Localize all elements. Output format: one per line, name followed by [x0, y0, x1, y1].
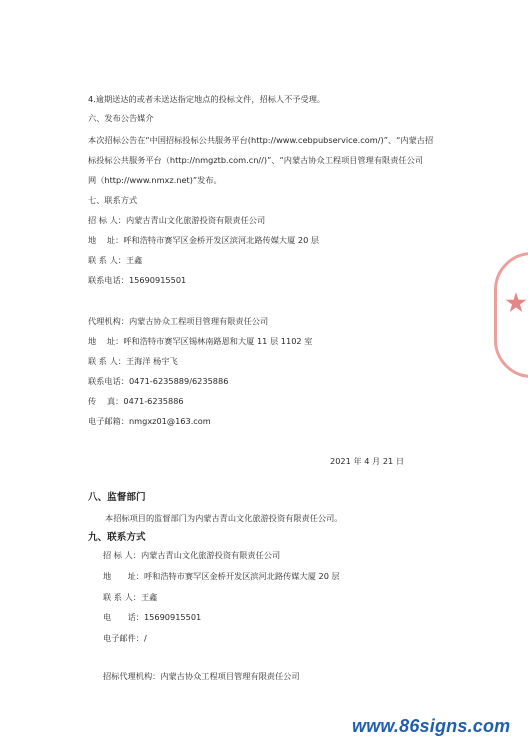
section-8-title: 八、监督部门 — [88, 492, 146, 503]
contact3-agency-value: 内蒙古协众工程项目管理有限责任公司 — [160, 671, 300, 681]
contact1-person-row — [88, 255, 142, 266]
contact2-person-row — [88, 356, 178, 367]
contact3-phone-row — [103, 612, 201, 623]
official-seal-stamp — [494, 252, 528, 378]
contact2-address-label: 地 址： — [88, 336, 124, 346]
document-date: 2021 年 4 月 21 日 — [330, 456, 405, 466]
section-9-title: 九、联系方式 — [88, 532, 146, 543]
contact2-agency-value: 内蒙古协众工程项目管理有限责任公司 — [128, 316, 269, 326]
contact2-fax-label: 传 真： — [88, 396, 124, 406]
section-8-body: 本招标项目的监督部门为内蒙古青山文化旅游投资有限责任公司。 — [105, 513, 343, 523]
contact2-email-label: 电子邮箱： — [88, 416, 129, 426]
contact1-person-label: 联 系 人： — [88, 255, 126, 265]
section-6-paragraph-line-1: 本次招标公告在“中国招标投标公共服务平台(http://www.cebpubservice.com/)”、“内蒙古招 — [88, 135, 434, 145]
contact2-address-value: 呼和浩特市赛罕区锡林南路恩和大厦 11 层 1102 室 — [123, 336, 313, 346]
contact3-email-value: / — [143, 633, 147, 643]
contact2-agency-row — [88, 316, 268, 327]
contact3-email-row — [103, 633, 147, 644]
contact3-person-row — [103, 592, 157, 603]
contact2-email-row — [88, 416, 211, 427]
section-7-title: 七、联系方式 — [88, 195, 138, 205]
contact3-person-value: 王鑫 — [140, 592, 158, 602]
contact1-address-value: 呼和浩特市赛罕区金桥开发区滨河北路传媒大厦 20 层 — [123, 235, 320, 245]
contact2-fax-row — [88, 396, 184, 407]
section-6-title: 六、发布公告媒介 — [88, 113, 154, 123]
contact3-agency-label: 招标代理机构： — [103, 671, 161, 681]
contact1-person-value: 王鑫 — [125, 255, 143, 265]
contact1-tenderer-value: 内蒙古青山文化旅游投资有限责任公司 — [125, 215, 266, 225]
contact2-address-row — [88, 336, 312, 347]
contact3-person-label: 联 系 人： — [103, 592, 141, 602]
contact2-person-value: 王海洋 杨宇飞 — [125, 356, 178, 366]
contact3-tenderer-value: 内蒙古青山文化旅游投资有限责任公司 — [140, 550, 281, 560]
contact2-phone-value: 0471-6235889/6235886 — [128, 376, 229, 386]
contact3-email-label: 电子邮件： — [103, 633, 144, 643]
contact1-phone-label: 联系电话： — [88, 275, 129, 285]
contact2-email-value: nmgxz01@163.com — [128, 416, 211, 426]
contact2-phone-label: 联系电话： — [88, 376, 129, 386]
contact1-phone-row — [88, 275, 186, 286]
contact3-phone-value: 15690915501 — [143, 612, 202, 622]
contact1-tenderer-row — [88, 215, 265, 226]
section-6-paragraph-line-3: 网（http://www.nmxz.net)”发布。 — [88, 175, 222, 185]
contact1-tenderer-label: 招 标 人： — [88, 215, 126, 225]
contact3-tenderer-label: 招 标 人： — [103, 550, 141, 560]
contact3-tenderer-row — [103, 550, 280, 561]
contact2-agency-label: 代理机构： — [88, 316, 129, 326]
section-6-paragraph-line-2: 标投标公共服务平台（http://nmgztb.com.cn//)”、“内蒙古协众工程项目管理有限责任公司 — [88, 155, 423, 165]
contact3-address-label: 地 址： — [103, 571, 144, 581]
item-4-text: 4.逾期送达的或者未送达指定地点的投标文件，招标人不予受理。 — [88, 94, 326, 104]
contact3-phone-label: 电 话： — [103, 612, 144, 622]
contact2-fax-value: 0471-6235886 — [123, 396, 184, 406]
watermark-text: www.86signs.com — [352, 716, 511, 736]
contact2-person-label: 联 系 人： — [88, 356, 126, 366]
contact3-agency-row — [103, 671, 300, 682]
contact1-address-label: 地 址： — [88, 235, 124, 245]
contact1-address-row — [88, 235, 319, 246]
contact1-phone-value: 15690915501 — [128, 275, 187, 285]
contact2-phone-row — [88, 376, 228, 387]
contact3-address-row — [103, 571, 340, 582]
contact3-address-value: 呼和浩特市赛罕区金桥开发区滨河北路传媒大厦 20 层 — [143, 571, 340, 581]
